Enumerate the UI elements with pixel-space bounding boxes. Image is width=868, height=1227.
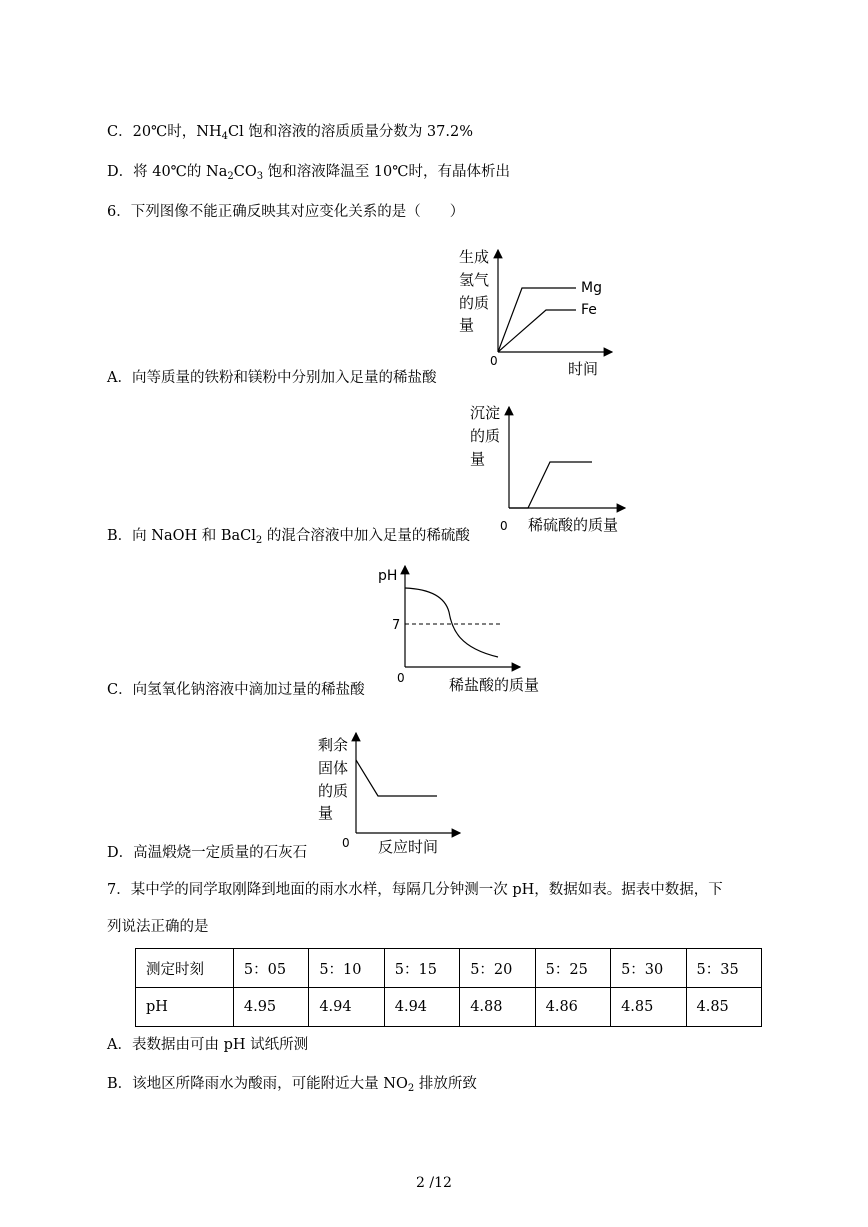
ylabel-line: 剩余 [318, 736, 349, 754]
ph7-label: 7 [392, 618, 401, 633]
origin-label: 0 [490, 354, 498, 368]
table-cell: 测定时刻 [136, 949, 234, 988]
text: 饱和溶液降温至 10℃时，有晶体析出 [263, 164, 510, 180]
question-6-option-a: A．向等质量的铁粉和镁粉中分别加入足量的稀盐酸 [107, 370, 437, 386]
ylabel-line: 的质 [318, 782, 349, 800]
origin-label: 0 [397, 671, 405, 685]
xlabel: 稀盐酸的质量 [449, 676, 540, 694]
table-cell: 5：05 [233, 949, 308, 988]
table-cell: 5：10 [309, 949, 384, 988]
table-cell: 4.85 [686, 988, 762, 1027]
question-7-line-2: 列说法正确的是 [107, 919, 209, 935]
subscript: 2 [227, 171, 234, 182]
ylabel-line: 的质 [459, 294, 490, 312]
xlabel: 反应时间 [378, 838, 439, 856]
origin-label: 0 [342, 836, 350, 850]
table-cell: 4.94 [384, 988, 459, 1027]
table-cell: 5：35 [686, 949, 762, 988]
question-6: 6．下列图像不能正确反映其对应变化关系的是（ ） [107, 204, 465, 220]
xlabel: 时间 [568, 360, 599, 378]
table-cell: 5：15 [384, 949, 459, 988]
table-row [136, 949, 762, 988]
current-page: 2 [416, 1175, 425, 1191]
ylabel-line: 氢气 [459, 271, 490, 289]
xlabel: 稀硫酸的质量 [528, 516, 619, 534]
table-cell: 5：20 [460, 949, 535, 988]
ylabel-line: 量 [470, 450, 486, 468]
page-separator: / [429, 1175, 435, 1191]
subscript: 2 [255, 535, 263, 546]
text: 排放所致 [414, 1076, 477, 1092]
text: Cl 饱和溶液的溶质质量分数为 37.2% [227, 124, 473, 140]
origin-label: 0 [500, 519, 508, 533]
ylabel-line: 生成 [459, 248, 490, 266]
subscript: 4 [221, 131, 228, 142]
text: CO [233, 164, 257, 180]
table-cell: 4.94 [309, 988, 384, 1027]
fe-label: Fe [581, 302, 597, 318]
text: B．该地区所降雨水为酸雨，可能附近大量 NO [107, 1076, 408, 1092]
residue-line [356, 760, 437, 796]
question-7-line-1: 7．某中学的同学取刚降到地面的雨水水样，每隔几分钟测一次 pH，数据如表。据表中数据，下 [107, 882, 723, 898]
page-number [0, 1175, 868, 1191]
ylabel-line: 的质 [470, 427, 501, 445]
question-6-option-c: C．向氢氧化钠溶液中滴加过量的稀盐酸 [107, 682, 365, 698]
text: 的混合溶液中加入足量的稀硫酸 [262, 528, 470, 544]
total-pages: 12 [434, 1175, 452, 1191]
subscript: 2 [407, 1083, 415, 1094]
ylabel-line: 固体 [318, 759, 349, 777]
table-cell: 4.95 [233, 988, 308, 1027]
ylabel-line: 沉淀 [470, 404, 501, 422]
table-cell: 4.88 [460, 988, 535, 1027]
ylabel-line: 量 [459, 316, 475, 334]
table-cell: 4.85 [611, 988, 686, 1027]
text: D．将 40℃的 Na [107, 164, 228, 180]
question-7-option-b [107, 1074, 477, 1099]
text: B．向 NaOH 和 BaCl [107, 528, 256, 544]
table-row [136, 988, 762, 1027]
table-cell: 5：30 [611, 949, 686, 988]
subscript: 3 [256, 171, 264, 182]
table-cell: 5：25 [535, 949, 610, 988]
table-cell: pH [136, 988, 234, 1027]
question-6-option-d: D．高温煅烧一定质量的石灰石 [107, 845, 308, 861]
mg-label: Mg [581, 280, 602, 296]
table-cell: 4.86 [535, 988, 610, 1027]
ylabel-line: 量 [318, 804, 334, 822]
question-7-option-a: A．表数据由可由 pH 试纸所测 [107, 1037, 309, 1053]
graph-d-ylabel [318, 736, 348, 822]
ylabel: pH [378, 568, 398, 584]
text: C．20℃时，NH [107, 124, 222, 140]
ph-data-table [135, 948, 762, 1027]
